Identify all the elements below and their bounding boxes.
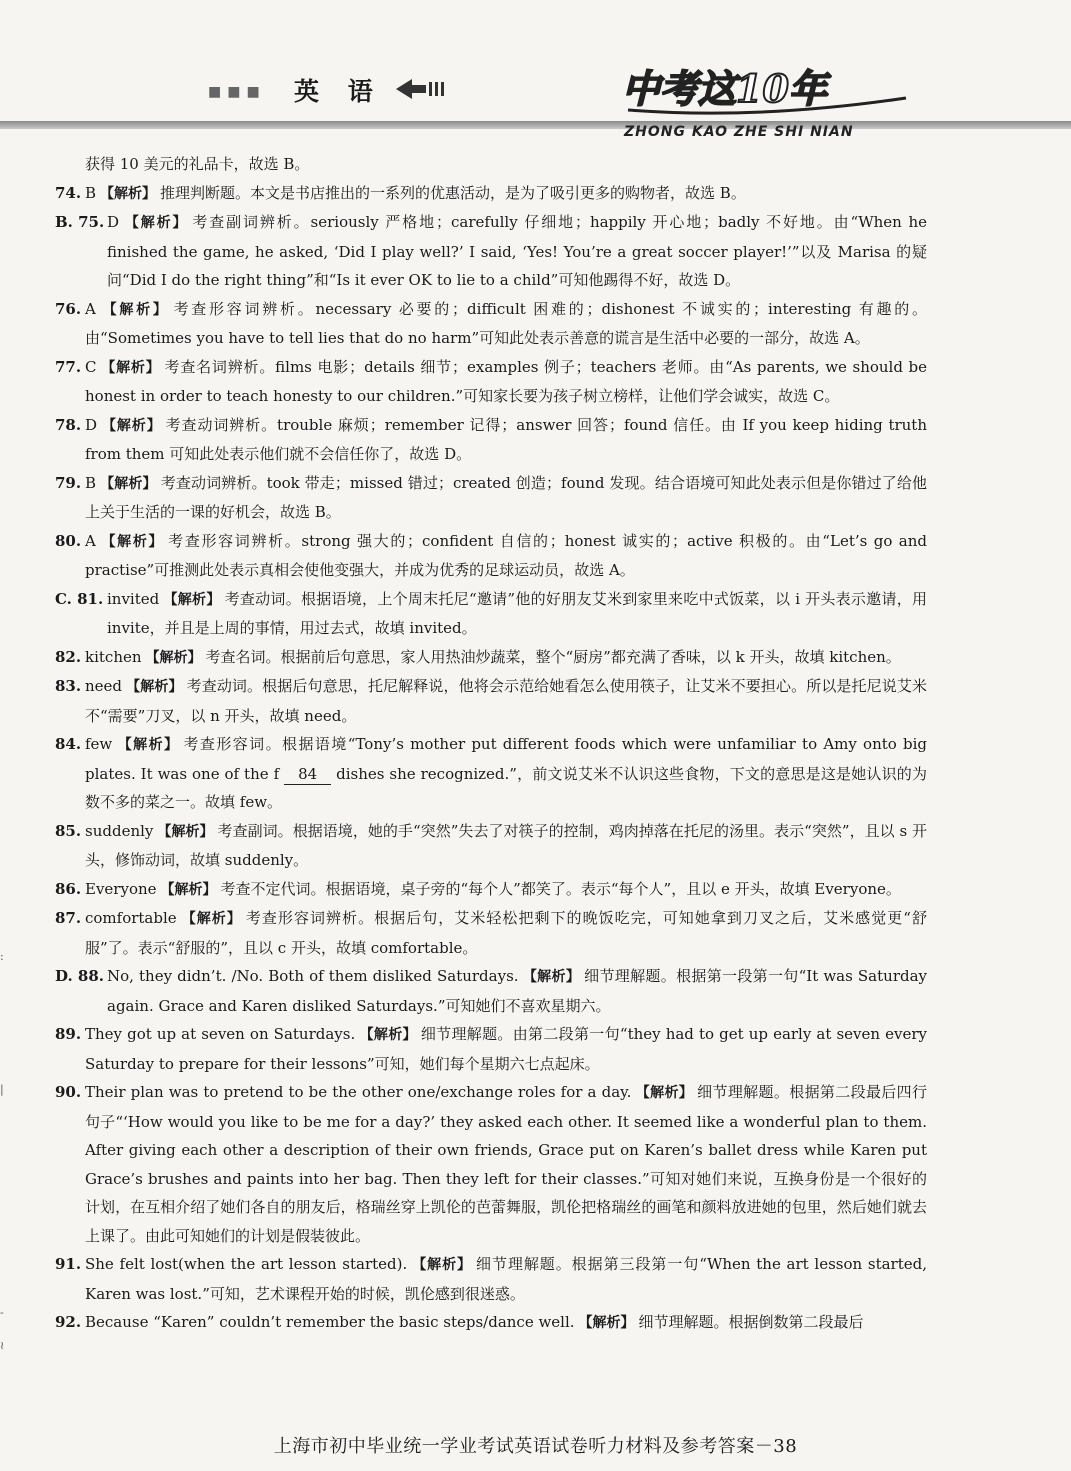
entry-number: 85. xyxy=(55,821,82,840)
entry-text: 考查形容词。根据语境“Tony’s mother put different foods which were unfamiliar to Amy onto big plates. It was one of the f xyxy=(85,735,928,783)
entry-number: 86. xyxy=(55,879,82,898)
entry-text: 考查动词。根据后句意思，托尼解释说，他将会示范给她看怎么使用筷子，让艾米不要担心。所以是托尼说艾米不“需要”刀叉，以 n 开头，故填 need。 xyxy=(85,677,927,725)
analysis-tag: 【解析】 xyxy=(99,301,170,318)
answer-entry-76 xyxy=(55,295,927,353)
answer-entry-84 xyxy=(55,730,927,817)
entry-text: 考查动词。根据语境，上个周末托尼“邀请”他的好朋友艾米到家里来吃中式饭菜，以 i 开头表示邀请，用 invite，并且是上周的事情，用过去式，故填 invited。 xyxy=(107,589,927,637)
series-logo xyxy=(618,58,918,118)
analysis-tag: 【解析】 xyxy=(522,969,581,985)
entry-answer: B xyxy=(85,473,97,492)
entry-text: 推理判断题。本文是书店推出的一系列的优惠活动，是为了吸引更多的购物者，故选 B。 xyxy=(160,183,746,202)
analysis-tag: 【解析】 xyxy=(99,533,165,550)
entry-number: 90. xyxy=(55,1083,82,1101)
entry-answer: They got up at seven on Saturdays. xyxy=(85,1025,356,1043)
entry-text: 考查形容词辨析。根据后句，艾米轻松把剩下的晚饭吃完，可知她拿到刀叉之后，艾米感觉更“舒服”了。表示“舒服的”，且以 c 开头，故填 comfortable。 xyxy=(85,909,927,957)
entry-text: 细节理解题。根据第二段最后四行句子“‘How would you like to be me for a day?’ they asked each other. It seemed like a wonderful plan to them. After giving each other a description of their own friends, Grace put on Karen’s ballet dress while Karen put Grace’s brushes and paints into her bag. Then they left for their classes.”可知对她们来说，互换身份是一个很好的计划，在互相介绍了她们各自的朋友后，格瑞丝穿上凯伦的芭蕾舞服，凯伦把格瑞丝的画笔和颜料放进她的包里，然后她们就去上课了。由此可知她们的计划是假装彼此。 xyxy=(85,1083,927,1245)
header-rule xyxy=(0,121,1071,129)
analysis-tag: 【解析】 xyxy=(101,417,162,434)
entry-number: 91. xyxy=(55,1255,82,1273)
subject-title: 英 语 xyxy=(294,77,383,106)
continuation-line: 获得 10 美元的礼品卡，故选 B。 xyxy=(85,155,310,173)
entry-text: 考查动词辨析。trouble 麻烦；remember 记得；answer 回答；found 信任。由 If you keep hiding truth from them 可知此处表示他们就不会信任你了，故选 D。 xyxy=(85,415,928,463)
entry-answer: A xyxy=(85,531,96,550)
entry-answer: D xyxy=(107,213,120,231)
entry-number: B. 75. xyxy=(55,213,105,231)
entry-answer: She felt lost(when the art lesson started). xyxy=(85,1255,408,1273)
entry-number: 82. xyxy=(55,647,82,666)
answer-entry-85 xyxy=(55,817,927,875)
analysis-tag: 【解析】 xyxy=(160,881,217,898)
entry-text: 细节理解题。根据第三段第一句“When the art lesson started, Karen was lost.”可知，艺术课程开始的时候，凯伦感到很迷惑。 xyxy=(85,1255,927,1303)
answer-entry-89 xyxy=(55,1020,927,1078)
answer-entry-81 xyxy=(55,585,927,643)
arrow-icon xyxy=(396,78,444,100)
entry-number: 74. xyxy=(55,183,82,202)
entry-text-cont: dishes she recognized.”，前文说艾米不认识这些食物，下文的意思是这是她认识的为数不多的菜之一。故填 few。 xyxy=(85,764,927,811)
page-footer: 上海市初中毕业统一学业考试英语试卷听力材料及参考答案－38 xyxy=(273,1436,798,1457)
analysis-tag: 【解析】 xyxy=(411,1257,472,1273)
entry-answer: No, they didn’t. /No. Both of them disliked Saturdays. xyxy=(107,967,519,985)
entry-text: 细节理解题。根据第一段第一句“It was Saturday again. Grace and Karen disliked Saturdays.”可知她们不喜欢星期六。 xyxy=(107,967,928,1015)
entry-text: 考查形容词辨析。strong 强大的；confident 自信的；honest 诚实的；active 积极的。由“Let’s go and practise”可推测此处表示真相会使他变强大，并成为优秀的足球运动员，故选 A。 xyxy=(85,531,928,579)
entry-number: 89. xyxy=(55,1025,82,1043)
page-header xyxy=(0,0,1071,150)
entry-answer: D xyxy=(85,415,98,434)
entry-answer: few xyxy=(85,735,113,753)
entry-answer: Because “Karen” couldn’t remember the basic steps/dance well. xyxy=(85,1313,575,1331)
analysis-tag: 【解析】 xyxy=(145,649,202,666)
entry-answer: need xyxy=(85,677,123,695)
analysis-tag: 【解析】 xyxy=(180,911,242,927)
analysis-tag: 【解析】 xyxy=(100,185,157,202)
entry-number: 83. xyxy=(55,677,82,695)
answer-entry-77 xyxy=(55,353,927,411)
analysis-tag: 【解析】 xyxy=(578,1315,635,1331)
entry-number: 78. xyxy=(55,415,82,434)
header-pinyin: ZHONG KAO ZHE SHI NIAN xyxy=(624,124,854,140)
entry-answer: kitchen xyxy=(85,647,142,666)
entry-number: 87. xyxy=(55,909,82,927)
entry-answer: B xyxy=(85,183,97,202)
answer-entry-91 xyxy=(55,1250,927,1308)
answer-entry-90 xyxy=(55,1078,927,1250)
answer-entry-83 xyxy=(55,672,927,730)
answer-content xyxy=(55,150,927,1338)
entry-answer: A xyxy=(85,299,96,318)
analysis-tag: 【解析】 xyxy=(157,823,214,840)
entry-number: 84. xyxy=(55,735,82,753)
answer-entry-80 xyxy=(55,527,927,585)
entry-text: 细节理解题。根据倒数第二段最后 xyxy=(638,1313,864,1331)
analysis-tag: 【解析】 xyxy=(635,1085,694,1101)
answer-entry-78 xyxy=(55,411,927,469)
answer-entry-82 xyxy=(55,643,927,673)
analysis-tag: 【解析】 xyxy=(116,737,180,753)
entry-number: 77. xyxy=(55,357,82,376)
entry-number: 92. xyxy=(55,1313,82,1331)
entry-number: 79. xyxy=(55,473,82,492)
answer-entry-79 xyxy=(55,469,927,527)
entry-answer: Everyone xyxy=(85,879,157,898)
answer-entry-88 xyxy=(55,962,927,1020)
analysis-tag: 【解析】 xyxy=(123,215,189,231)
entry-text: 细节理解题。由第二段第一句“they had to get up early at seven every Saturday to prepare for their lessons”可知，她们每个星期六七点起床。 xyxy=(85,1025,928,1073)
entry-text: 考查副词辨析。seriously 严格地；carefully 仔细地；happily 开心地；badly 不好地。由“When he finished the game, he asked, ‘Did I play well?’ I said, ‘Yes! You’re a great soccer player!’”以及 Marisa 的疑问“Did I do the right thing”和“Is it ever OK to lie to a child”可知他踢得不好，故选 D。 xyxy=(107,213,927,289)
analysis-tag: 【解析】 xyxy=(100,359,161,376)
entry-text: 考查副词。根据语境，她的手“突然”失去了对筷子的控制，鸡肉掉落在托尼的汤里。表示“突然”，且以 s 开头，修饰动词，故填 suddenly。 xyxy=(85,821,928,869)
entry-text: 考查形容词辨析。necessary 必要的；difficult 困难的；dishonest 不诚实的；interesting 有趣的。由“Sometimes you have to tell lies that do no harm”可知此处表示善意的谎言是生活中必要的一部分，故选 A。 xyxy=(85,299,927,347)
analysis-tag: 【解析】 xyxy=(126,679,183,695)
entry-number: 76. xyxy=(55,299,82,318)
analysis-tag: 【解析】 xyxy=(163,591,221,608)
analysis-tag: 【解析】 xyxy=(100,475,157,492)
logo-text: 中考这10年 xyxy=(622,66,827,111)
answer-entry-86 xyxy=(55,875,927,905)
entry-text: 考查名词辨析。films 电影；details 细节；examples 例子；teachers 老师。由“As parents, we should be honest in order to teach honesty to our children.”可知家长要为孩子树立榜样，让他们学会诚实，故选 C。 xyxy=(85,357,927,405)
entry-answer: C xyxy=(85,357,97,376)
entry-text: 考查名词。根据前后句意思，家人用热油炒蔬菜，整个“厨房”都充满了香味，以 k 开头，故填 kitchen。 xyxy=(205,647,901,666)
entry-answer: comfortable xyxy=(85,909,177,927)
margin-marks: : | - ≀ xyxy=(0,950,5,1352)
entry-text: 考查动词辨析。took 带走；missed 错过；created 创造；found 发现。结合语境可知此处表示但是你错过了给他上关于生活的一课的好机会，故选 B。 xyxy=(85,473,928,521)
answer-entry-92 xyxy=(55,1308,927,1338)
blank-84: 84 xyxy=(284,764,331,785)
entry-number: 80. xyxy=(55,531,82,550)
entry-answer: suddenly xyxy=(85,821,154,840)
entry-answer: invited xyxy=(107,589,160,608)
entry-number: C. 81. xyxy=(55,589,104,608)
answer-entry-87 xyxy=(55,904,927,962)
header-dots: ■■■ xyxy=(208,84,266,100)
entry-number: D. 88. xyxy=(55,967,105,985)
entry-text: 考查不定代词。根据语境，桌子旁的“每个人”都笑了。表示“每个人”，且以 e 开头，故填 Everyone。 xyxy=(220,879,901,898)
answer-entry-74 xyxy=(55,179,927,209)
answer-entry-75 xyxy=(55,208,927,295)
entry-answer: Their plan was to pretend to be the other one/exchange roles for a day. xyxy=(85,1083,632,1101)
analysis-tag: 【解析】 xyxy=(359,1027,417,1043)
